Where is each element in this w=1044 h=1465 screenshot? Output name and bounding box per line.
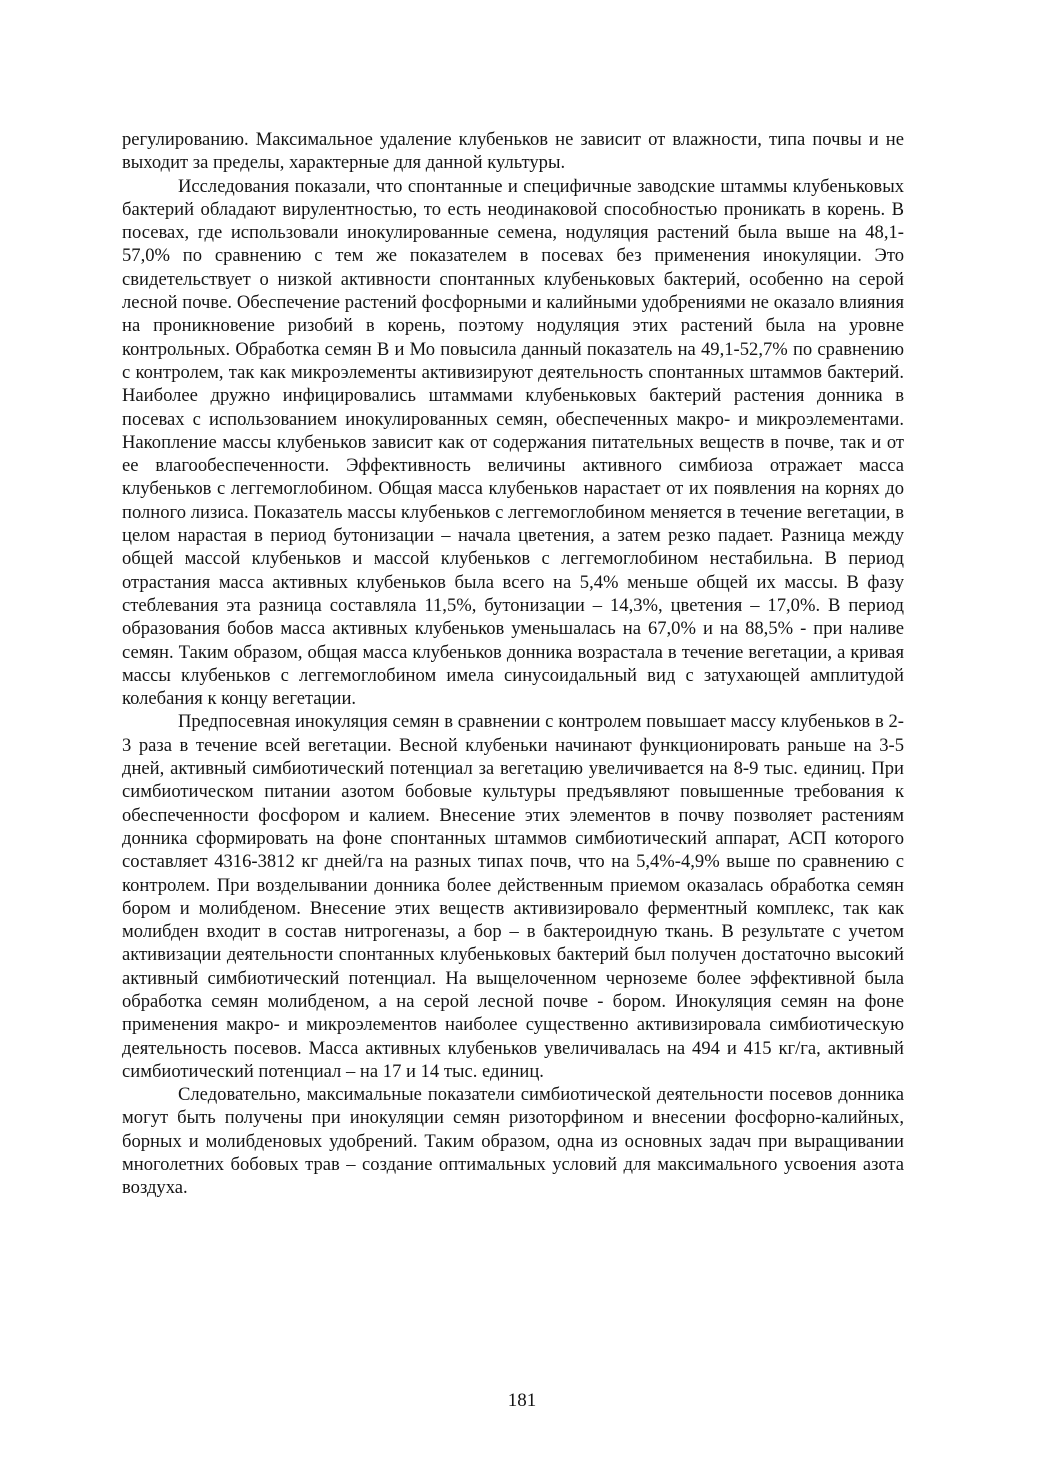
- paragraph-conclusion: Следовательно, максимальные показатели симбиотической деятельности посевов донника могут быть получены при инокуляции семян ризоторфином и внесении фосфорно-калийных, борных и молибденовых удобрений. Таким образом, одна из основных задач при выращивании многолетних бобовых трав – создание оптимальных условий для максимального усвоения азота воздуха.: [122, 1084, 904, 1199]
- paragraph-continuation: регулированию. Максимальное удаление клубеньков не зависит от влажности, типа почвы и не выходит за пределы, характерные для данной культуры.: [122, 129, 904, 174]
- paragraph-inoculation: Предпосевная инокуляция семян в сравнении с контролем повышает массу клубеньков в 2-3 раза в течение всей вегетации. Весной клубеньки начинают функционировать раньше на 3-5 дней, активный симбиотический потенциал за вегетацию увеличивается на 8-9 тыс. единиц. При симбиотическом питании азотом бобовые культуры предъявляют повышенные требования к обеспеченности фосфором и калием. Внесение этих элементов в почву позволяет растениям донника сформировать на фоне спонтанных штаммов симбиотический аппарат, АСП которого составляет 4316-3812 кг дней/га на разных типах почв, что на 5,4%-4,9% выше по сравнению с контролем. При возделывании донника более действенным приемом оказалась обработка семян бором и молибденом. Внесение этих веществ активизировало ферментный комплекс, так как молибден входит в состав нитрогеназы, а бор – в бактероидную ткань. В результате с учетом активизации деятельности спонтанных клубеньковых бактерий был получен достаточно высокий активный симбиотический потенциал. На выщелоченном черноземе более эффективной была обработка семян молибденом, а на серой лесной почве - бором. Инокуляция семян на фоне применения макро- и микроэлементов наиболее существенно активизировала симбиотическую деятельность посевов. Масса активных клубеньков увеличивалась на 494 и 415 кг/га, активный симбиотический потенциал – на 17 и 14 тыс. единиц.: [122, 711, 904, 1082]
- body-text: [122, 128, 904, 1200]
- paragraph-virulence: Исследования показали, что спонтанные и специфичные заводские штаммы клубеньковых бактерий обладают вирулентностью, то есть неодинаковой способностью проникать в корень. В посевах, где использовали инокулированные семена, нодуляция растений была выше на 48,1-57,0% по сравнению с тем же показателем в посевах без применения инокуляции. Это свидетельствует о низкой активности спонтанных клубеньковых бактерий, особенно на серой лесной почве. Обеспечение растений фосфорными и калийными удобрениями не оказало влияния на проникновение ризобий в корень, поэтому нодуляция этих растений была на уровне контрольных. Обработка семян В и Мо повысила данный показатель на 49,1-52,7% по сравнению с контролем, так как микроэлементы активизируют деятельность спонтанных штаммов бактерий. Наиболее дружно инфицировались штаммами клубеньковых бактерий растения донника в посевах с использованием инокулированных семян, обеспеченных макро- и микроэлементами. Накопление массы клубеньков зависит как от содержания питательных веществ в почве, так и от ее влагообеспеченности. Эффективность величины активного симбиоза отражает масса клубеньков с леггемоглобином. Общая масса клубеньков нарастает от их появления на корнях до полного лизиса. Показатель массы клубеньков с леггемоглобином меняется в течение вегетации, в целом нарастая в период бутонизации – начала цветения, а затем резко падает. Разница между общей массой клубеньков и массой клубеньков с леггемоглобином нестабильна. В период отрастания масса активных клубеньков была всего на 5,4% меньше общей их массы. В фазу стеблевания эта разница составляла 11,5%, бутонизации – 14,3%, цветения – 17,0%. В период образования бобов масса активных клубеньков уменьшалась на 67,0% и на 88,5% - при наливе семян. Таким образом, общая масса клубеньков донника возрастала в течение вегетации, а кривая массы клубеньков с леггемоглобином имела синусоидальный вид с затухающей амплитудой колебания к концу вегетации.: [122, 175, 904, 710]
- page-number: 181: [507, 1390, 537, 1411]
